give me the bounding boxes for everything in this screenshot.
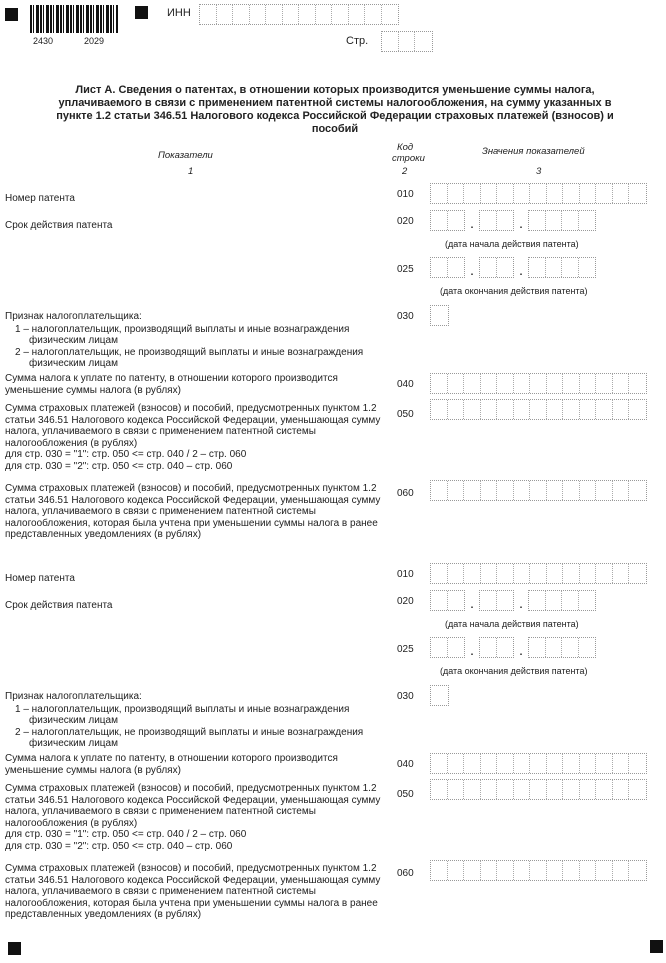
input-cell[interactable] bbox=[546, 211, 563, 230]
barcode bbox=[30, 5, 118, 33]
input-cell[interactable] bbox=[200, 5, 217, 24]
input-cell[interactable] bbox=[530, 754, 547, 773]
barcode-number-right: 2029 bbox=[84, 36, 105, 46]
input-cell[interactable] bbox=[530, 184, 547, 203]
input-cell[interactable] bbox=[464, 184, 481, 203]
tax-amount-field[interactable] bbox=[430, 753, 647, 774]
input-cell[interactable] bbox=[547, 400, 564, 419]
day-cells[interactable] bbox=[430, 257, 465, 278]
input-cell[interactable] bbox=[217, 5, 234, 24]
corner-marker bbox=[135, 6, 148, 19]
input-cell[interactable] bbox=[629, 184, 646, 203]
line-code-025: 025 bbox=[397, 644, 414, 655]
input-cell[interactable] bbox=[480, 638, 497, 657]
page-number-field[interactable] bbox=[381, 31, 433, 52]
line-code-020: 020 bbox=[397, 216, 414, 227]
input-cell[interactable] bbox=[448, 638, 465, 657]
input-cell[interactable] bbox=[514, 780, 531, 799]
input-cell[interactable] bbox=[580, 481, 597, 500]
patent-number-label: Номер патента bbox=[5, 193, 75, 204]
input-cell[interactable] bbox=[530, 861, 547, 880]
input-cell[interactable] bbox=[547, 184, 564, 203]
input-cell[interactable] bbox=[530, 400, 547, 419]
input-cell[interactable] bbox=[448, 211, 465, 230]
input-cell[interactable] bbox=[497, 184, 514, 203]
date-separator: . bbox=[470, 267, 474, 278]
inn-field[interactable] bbox=[199, 4, 399, 25]
month-cells[interactable] bbox=[479, 637, 514, 658]
input-cell[interactable] bbox=[596, 780, 613, 799]
input-cell[interactable] bbox=[629, 754, 646, 773]
column-header-code-2: строки bbox=[392, 153, 425, 164]
validity-label: Срок действия патента bbox=[5, 600, 113, 611]
input-cell[interactable] bbox=[431, 211, 448, 230]
input-cell[interactable] bbox=[547, 564, 564, 583]
input-cell[interactable] bbox=[613, 374, 630, 393]
corner-marker bbox=[650, 940, 663, 953]
date-separator: . bbox=[519, 220, 523, 231]
input-cell[interactable] bbox=[382, 5, 399, 24]
input-cell[interactable] bbox=[448, 258, 465, 277]
input-cell[interactable] bbox=[316, 5, 333, 24]
input-cell[interactable] bbox=[299, 5, 316, 24]
taxpayer-option-1-cont: физическим лицам bbox=[29, 335, 118, 346]
input-cell[interactable] bbox=[613, 861, 630, 880]
date-separator: . bbox=[519, 267, 523, 278]
input-cell[interactable] bbox=[464, 780, 481, 799]
date-separator: . bbox=[470, 647, 474, 658]
input-cell[interactable] bbox=[448, 481, 465, 500]
input-cell[interactable] bbox=[596, 564, 613, 583]
input-cell[interactable] bbox=[629, 481, 646, 500]
inn-label: ИНН bbox=[167, 7, 191, 19]
input-cell[interactable] bbox=[562, 258, 579, 277]
input-cell[interactable] bbox=[431, 591, 448, 610]
input-cell[interactable] bbox=[514, 861, 531, 880]
input-cell[interactable] bbox=[580, 184, 597, 203]
input-cell[interactable] bbox=[448, 374, 465, 393]
insurance-rule-1: для стр. 030 = "1": стр. 050 <= стр. 040 / 2 – стр. 060 bbox=[5, 449, 247, 460]
date-separator: . bbox=[519, 600, 523, 611]
line-code-030: 030 bbox=[397, 691, 414, 702]
patent-section-2 bbox=[0, 563, 666, 933]
input-cell[interactable] bbox=[431, 400, 448, 419]
input-cell[interactable] bbox=[497, 591, 514, 610]
input-cell[interactable] bbox=[481, 780, 498, 799]
input-cell[interactable] bbox=[596, 861, 613, 880]
input-cell[interactable] bbox=[481, 481, 498, 500]
input-cell[interactable] bbox=[629, 374, 646, 393]
column-header-indicators: Показатели bbox=[158, 150, 213, 161]
input-cell[interactable] bbox=[563, 754, 580, 773]
input-cell[interactable] bbox=[283, 5, 300, 24]
taxpayer-option-2: 2 – налогоплательщик, не производящий выплаты и иные вознаграждения bbox=[15, 347, 364, 358]
input-cell[interactable] bbox=[562, 211, 579, 230]
insurance-previous-field[interactable] bbox=[430, 860, 647, 881]
input-cell[interactable] bbox=[497, 400, 514, 419]
input-cell[interactable] bbox=[431, 306, 448, 325]
input-cell[interactable] bbox=[629, 400, 646, 419]
input-cell[interactable] bbox=[464, 374, 481, 393]
input-cell[interactable] bbox=[563, 184, 580, 203]
input-cell[interactable] bbox=[514, 481, 531, 500]
input-cell[interactable] bbox=[530, 374, 547, 393]
date-separator: . bbox=[470, 600, 474, 611]
tax-amount-label: Сумма налога к уплате по патенту, в отношении которого производится уменьшение суммы налога (в рублях) bbox=[5, 373, 338, 396]
input-cell[interactable] bbox=[562, 638, 579, 657]
input-cell[interactable] bbox=[448, 591, 465, 610]
taxpayer-option-2-cont: физическим лицам bbox=[29, 738, 118, 749]
input-cell[interactable] bbox=[399, 32, 416, 51]
input-cell[interactable] bbox=[497, 374, 514, 393]
line-code-050: 050 bbox=[397, 409, 414, 420]
insurance-rule-2: для стр. 030 = "2": стр. 050 <= стр. 040 – стр. 060 bbox=[5, 841, 233, 852]
input-cell[interactable] bbox=[596, 754, 613, 773]
end-date-field[interactable] bbox=[430, 257, 596, 278]
taxpayer-sign-label: Признак налогоплательщика: bbox=[5, 311, 142, 322]
input-cell[interactable] bbox=[629, 861, 646, 880]
input-cell[interactable] bbox=[563, 400, 580, 419]
input-cell[interactable] bbox=[448, 184, 465, 203]
day-cells[interactable] bbox=[430, 210, 465, 231]
input-cell[interactable] bbox=[480, 591, 497, 610]
input-cell[interactable] bbox=[497, 754, 514, 773]
input-cell[interactable] bbox=[580, 754, 597, 773]
input-cell[interactable] bbox=[547, 861, 564, 880]
date-separator: . bbox=[519, 647, 523, 658]
patent-number-label: Номер патента bbox=[5, 573, 75, 584]
end-date-note: (дата окончания действия патента) bbox=[440, 286, 588, 296]
input-cell[interactable] bbox=[365, 5, 382, 24]
input-cell[interactable] bbox=[448, 754, 465, 773]
input-cell[interactable] bbox=[580, 564, 597, 583]
input-cell[interactable] bbox=[464, 564, 481, 583]
input-cell[interactable] bbox=[596, 184, 613, 203]
input-cell[interactable] bbox=[547, 481, 564, 500]
date-separator: . bbox=[470, 220, 474, 231]
line-code-040: 040 bbox=[397, 379, 414, 390]
input-cell[interactable] bbox=[580, 374, 597, 393]
input-cell[interactable] bbox=[530, 481, 547, 500]
input-cell[interactable] bbox=[481, 861, 498, 880]
line-code-010: 010 bbox=[397, 569, 414, 580]
input-cell[interactable] bbox=[613, 400, 630, 419]
line-code-025: 025 bbox=[397, 264, 414, 275]
input-cell[interactable] bbox=[562, 591, 579, 610]
line-code-020: 020 bbox=[397, 596, 414, 607]
insurance-rule-2: для стр. 030 = "2": стр. 050 <= стр. 040 – стр. 060 bbox=[5, 461, 233, 472]
start-date-note: (дата начала действия патента) bbox=[445, 239, 579, 249]
tax-amount-field[interactable] bbox=[430, 373, 647, 394]
input-cell[interactable] bbox=[266, 5, 283, 24]
start-date-note: (дата начала действия патента) bbox=[445, 619, 579, 629]
line-code-030: 030 bbox=[397, 311, 414, 322]
corner-marker bbox=[5, 8, 18, 21]
input-cell[interactable] bbox=[530, 564, 547, 583]
input-cell[interactable] bbox=[464, 754, 481, 773]
input-cell[interactable] bbox=[546, 258, 563, 277]
input-cell[interactable] bbox=[497, 481, 514, 500]
input-cell[interactable] bbox=[529, 638, 546, 657]
input-cell[interactable] bbox=[481, 374, 498, 393]
day-cells[interactable] bbox=[430, 637, 465, 658]
line-code-050: 050 bbox=[397, 789, 414, 800]
taxpayer-option-1: 1 – налогоплательщик, производящий выплаты и иные вознаграждения bbox=[15, 324, 350, 335]
page-label: Стр. bbox=[346, 35, 369, 47]
input-cell[interactable] bbox=[596, 481, 613, 500]
input-cell[interactable] bbox=[546, 591, 563, 610]
input-cell[interactable] bbox=[481, 184, 498, 203]
input-cell[interactable] bbox=[596, 374, 613, 393]
input-cell[interactable] bbox=[431, 861, 448, 880]
input-cell[interactable] bbox=[481, 564, 498, 583]
input-cell[interactable] bbox=[529, 258, 546, 277]
input-cell[interactable] bbox=[580, 861, 597, 880]
year-cells[interactable] bbox=[528, 257, 596, 278]
input-cell[interactable] bbox=[596, 400, 613, 419]
input-cell[interactable] bbox=[497, 211, 514, 230]
taxpayer-option-1-cont: физическим лицам bbox=[29, 715, 118, 726]
insurance-previous-label: Сумма страховых платежей (взносов) и пособий, предусмотренных пунктом 1.2 статьи 346.51 Налогового кодекса Российской Федерации, уменьшающая сумму налога, уплачиваемого в связи с применением патентной системы налогообложения, которая была учтена при уменьшении суммы налога в ранее представленных уведомлениях (в рублях) bbox=[5, 863, 381, 921]
validity-label: Срок действия патента bbox=[5, 220, 113, 231]
input-cell[interactable] bbox=[431, 184, 448, 203]
column-number-3: 3 bbox=[536, 166, 542, 177]
input-cell[interactable] bbox=[480, 211, 497, 230]
insurance-reducing-field[interactable] bbox=[430, 399, 647, 420]
year-cells[interactable] bbox=[528, 210, 596, 231]
year-cells[interactable] bbox=[528, 590, 596, 611]
input-cell[interactable] bbox=[448, 861, 465, 880]
input-cell[interactable] bbox=[579, 591, 596, 610]
input-cell[interactable] bbox=[497, 638, 514, 657]
input-cell[interactable] bbox=[563, 780, 580, 799]
start-date-field[interactable] bbox=[430, 590, 596, 611]
input-cell[interactable] bbox=[563, 481, 580, 500]
insurance-previous-field[interactable] bbox=[430, 480, 647, 501]
input-cell[interactable] bbox=[497, 564, 514, 583]
input-cell[interactable] bbox=[464, 861, 481, 880]
input-cell[interactable] bbox=[514, 564, 531, 583]
input-cell[interactable] bbox=[415, 32, 432, 51]
input-cell[interactable] bbox=[250, 5, 267, 24]
barcode-number-left: 2430 bbox=[33, 36, 54, 46]
input-cell[interactable] bbox=[431, 754, 448, 773]
column-header-code-1: Код bbox=[397, 142, 414, 153]
input-cell[interactable] bbox=[580, 400, 597, 419]
column-number-2: 2 bbox=[402, 166, 408, 177]
input-cell[interactable] bbox=[629, 564, 646, 583]
end-date-note: (дата окончания действия патента) bbox=[440, 666, 588, 676]
input-cell[interactable] bbox=[431, 638, 448, 657]
taxpayer-sign-field[interactable] bbox=[430, 305, 449, 326]
insurance-previous-label: Сумма страховых платежей (взносов) и пособий, предусмотренных пунктом 1.2 статьи 346.51 Налогового кодекса Российской Федерации, уменьшающая сумму налога, уплачиваемого в связи с применением патентной системы налогообложения, которая была учтена при уменьшении суммы налога в ранее представленных уведомлениях (в рублях) bbox=[5, 483, 381, 541]
input-cell[interactable] bbox=[431, 780, 448, 799]
input-cell[interactable] bbox=[480, 258, 497, 277]
input-cell[interactable] bbox=[514, 754, 531, 773]
start-date-field[interactable] bbox=[430, 210, 596, 231]
input-cell[interactable] bbox=[464, 400, 481, 419]
input-cell[interactable] bbox=[613, 481, 630, 500]
column-number-1: 1 bbox=[188, 166, 194, 177]
taxpayer-option-2: 2 – налогоплательщик, не производящий выплаты и иные вознаграждения bbox=[15, 727, 364, 738]
page-title: Лист А. Сведения о патентах, в отношении которых производится уменьшение суммы налога, уплачиваемого в связи с применением патентной системы налогообложения, на сумму указанных в пункте 1.2 статьи 346.51 Налогового кодекса Российской Федерации страховых платежей (взносов) и пособий bbox=[56, 84, 614, 135]
input-cell[interactable] bbox=[580, 780, 597, 799]
line-code-040: 040 bbox=[397, 759, 414, 770]
input-cell[interactable] bbox=[431, 481, 448, 500]
line-code-060: 060 bbox=[397, 868, 414, 879]
input-cell[interactable] bbox=[497, 780, 514, 799]
month-cells[interactable] bbox=[479, 257, 514, 278]
input-cell[interactable] bbox=[332, 5, 349, 24]
patent-number-field[interactable] bbox=[430, 183, 647, 204]
input-cell[interactable] bbox=[431, 258, 448, 277]
input-cell[interactable] bbox=[547, 374, 564, 393]
column-header-values: Значения показателей bbox=[482, 146, 585, 157]
insurance-reducing-field[interactable] bbox=[430, 779, 647, 800]
input-cell[interactable] bbox=[464, 481, 481, 500]
input-cell[interactable] bbox=[481, 754, 498, 773]
tax-amount-label: Сумма налога к уплате по патенту, в отношении которого производится уменьшение суммы налога (в рублях) bbox=[5, 753, 338, 776]
input-cell[interactable] bbox=[529, 211, 546, 230]
patent-section-1 bbox=[0, 183, 666, 553]
input-cell[interactable] bbox=[579, 638, 596, 657]
input-cell[interactable] bbox=[629, 780, 646, 799]
taxpayer-sign-field[interactable] bbox=[430, 685, 449, 706]
input-cell[interactable] bbox=[382, 32, 399, 51]
input-cell[interactable] bbox=[613, 754, 630, 773]
insurance-reducing-label: Сумма страховых платежей (взносов) и пособий, предусмотренных пунктом 1.2 статьи 346.51 Налогового кодекса Российской Федерации, уменьшающая сумму налога, уплачиваемого в связи с применением патентной системы налогообложения (в рублях) bbox=[5, 403, 381, 449]
input-cell[interactable] bbox=[579, 258, 596, 277]
input-cell[interactable] bbox=[563, 564, 580, 583]
taxpayer-option-1: 1 – налогоплательщик, производящий выплаты и иные вознаграждения bbox=[15, 704, 350, 715]
patent-number-field[interactable] bbox=[430, 563, 647, 584]
line-code-060: 060 bbox=[397, 488, 414, 499]
input-cell[interactable] bbox=[613, 564, 630, 583]
corner-marker bbox=[8, 942, 21, 955]
input-cell[interactable] bbox=[563, 861, 580, 880]
insurance-rule-1: для стр. 030 = "1": стр. 050 <= стр. 040 / 2 – стр. 060 bbox=[5, 829, 247, 840]
input-cell[interactable] bbox=[497, 258, 514, 277]
input-cell[interactable] bbox=[431, 374, 448, 393]
input-cell[interactable] bbox=[563, 374, 580, 393]
month-cells[interactable] bbox=[479, 210, 514, 231]
input-cell[interactable] bbox=[613, 780, 630, 799]
input-cell[interactable] bbox=[481, 400, 498, 419]
input-cell[interactable] bbox=[547, 780, 564, 799]
input-cell[interactable] bbox=[349, 5, 366, 24]
input-cell[interactable] bbox=[613, 184, 630, 203]
input-cell[interactable] bbox=[514, 374, 531, 393]
input-cell[interactable] bbox=[233, 5, 250, 24]
input-cell[interactable] bbox=[547, 754, 564, 773]
input-cell[interactable] bbox=[529, 591, 546, 610]
taxpayer-option-2-cont: физическим лицам bbox=[29, 358, 118, 369]
end-date-field[interactable] bbox=[430, 637, 596, 658]
input-cell[interactable] bbox=[431, 686, 448, 705]
day-cells[interactable] bbox=[430, 590, 465, 611]
input-cell[interactable] bbox=[431, 564, 448, 583]
input-cell[interactable] bbox=[448, 564, 465, 583]
input-cell[interactable] bbox=[448, 400, 465, 419]
input-cell[interactable] bbox=[448, 780, 465, 799]
taxpayer-sign-label: Признак налогоплательщика: bbox=[5, 691, 142, 702]
input-cell[interactable] bbox=[497, 861, 514, 880]
input-cell[interactable] bbox=[514, 400, 531, 419]
input-cell[interactable] bbox=[514, 184, 531, 203]
month-cells[interactable] bbox=[479, 590, 514, 611]
insurance-reducing-label: Сумма страховых платежей (взносов) и пособий, предусмотренных пунктом 1.2 статьи 346.51 Налогового кодекса Российской Федерации, уменьшающая сумму налога, уплачиваемого в связи с применением патентной системы налогообложения (в рублях) bbox=[5, 783, 381, 829]
year-cells[interactable] bbox=[528, 637, 596, 658]
input-cell[interactable] bbox=[546, 638, 563, 657]
line-code-010: 010 bbox=[397, 189, 414, 200]
input-cell[interactable] bbox=[579, 211, 596, 230]
input-cell[interactable] bbox=[530, 780, 547, 799]
